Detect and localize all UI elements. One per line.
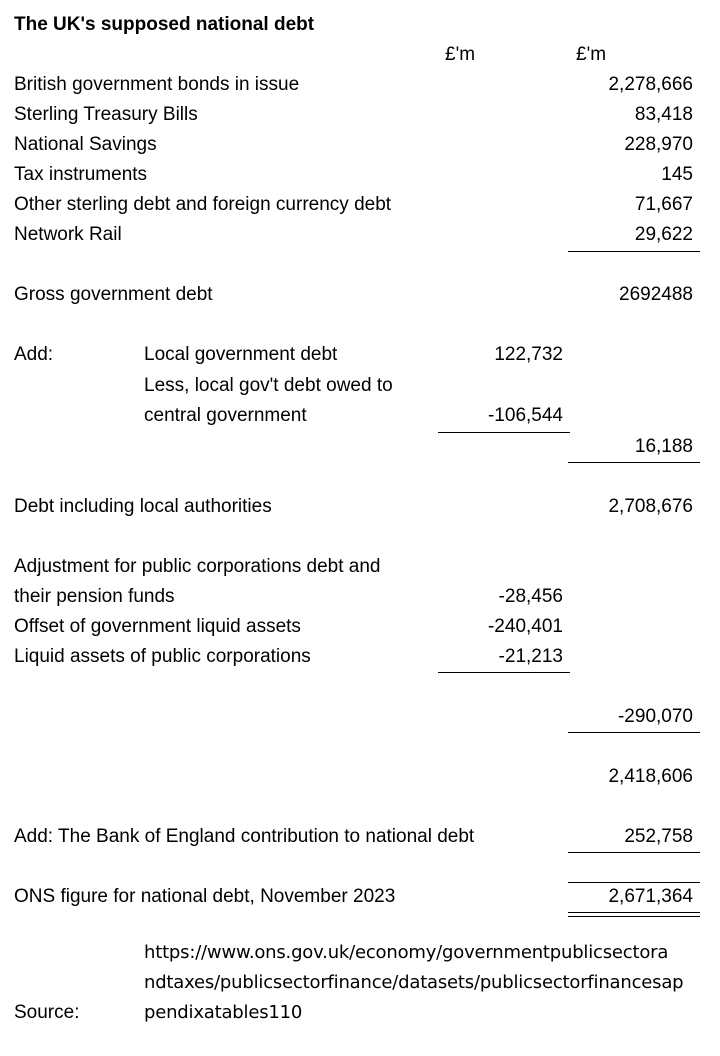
gross-debt-label: Gross government debt bbox=[14, 284, 213, 305]
row-label-national-savings: National Savings bbox=[14, 134, 157, 155]
row-value-treasury-bills: 83,418 bbox=[634, 104, 693, 125]
row-value-network-rail: 29,622 bbox=[634, 224, 693, 245]
row-label-treasury-bills: Sterling Treasury Bills bbox=[14, 104, 198, 125]
source-url-line-3[interactable]: pendixatables110 bbox=[144, 1002, 303, 1023]
boe-value: 252,758 bbox=[624, 826, 693, 847]
less-local-label-1: Less, local gov't debt owed to bbox=[144, 375, 393, 396]
source-url-line-2[interactable]: ndtaxes/publicsectorfinance/datasets/publicsectorfinancesap bbox=[144, 972, 684, 993]
less-local-label-2: central government bbox=[144, 405, 307, 426]
adjustments-rule bbox=[438, 672, 570, 673]
boe-rule bbox=[568, 852, 700, 853]
local-debt-value: 122,732 bbox=[494, 344, 563, 365]
offset-liquid-label: Offset of government liquid assets bbox=[14, 616, 301, 637]
row-label-tax-instruments: Tax instruments bbox=[14, 164, 148, 185]
row-value-national-savings: 228,970 bbox=[624, 134, 693, 155]
boe-label: Add: The Bank of England contribution to national debt bbox=[14, 826, 475, 847]
subtotal-rule bbox=[568, 251, 700, 252]
row-value-tax-instruments: 145 bbox=[661, 164, 693, 185]
pc-adjustment-label-1: Adjustment for public corporations debt and bbox=[14, 556, 381, 577]
pc-adjustment-value: -28,456 bbox=[498, 586, 563, 607]
row-label-bonds: British government bonds in issue bbox=[14, 74, 300, 95]
local-net-value: 16,188 bbox=[634, 436, 693, 457]
row-value-bonds: 2,278,666 bbox=[608, 74, 693, 95]
row-label-network-rail: Network Rail bbox=[14, 224, 122, 245]
adjustments-total-rule bbox=[568, 732, 700, 733]
column-header-1: £'m bbox=[445, 44, 476, 65]
source-url-line-1[interactable]: https://www.ons.gov.uk/economy/governmentpublicsectora bbox=[144, 942, 669, 963]
source-label: Source: bbox=[14, 1002, 80, 1023]
adjustments-total-value: -290,070 bbox=[617, 706, 693, 727]
column-header-2: £'m bbox=[576, 44, 607, 65]
row-value-other-debt: 71,667 bbox=[634, 194, 693, 215]
add-label: Add: bbox=[14, 344, 54, 365]
less-local-value: -106,544 bbox=[487, 405, 563, 426]
ons-label: ONS figure for national debt, November 2023 bbox=[14, 886, 396, 907]
pc-liquid-value: -21,213 bbox=[498, 646, 563, 667]
gross-debt-value: 2692488 bbox=[619, 284, 693, 305]
ons-value: 2,671,364 bbox=[608, 886, 693, 907]
local-subtotal-rule bbox=[438, 432, 570, 433]
subtotal-value: 2,418,606 bbox=[608, 766, 693, 787]
pc-liquid-label: Liquid assets of public corporations bbox=[14, 646, 311, 667]
offset-liquid-value: -240,401 bbox=[487, 616, 563, 637]
ons-double-rule-1 bbox=[568, 912, 700, 913]
local-debt-label: Local government debt bbox=[144, 344, 338, 365]
ons-double-rule-2 bbox=[568, 916, 700, 917]
incl-local-value: 2,708,676 bbox=[608, 496, 693, 517]
local-net-rule bbox=[568, 462, 700, 463]
incl-local-label: Debt including local authorities bbox=[14, 496, 272, 517]
row-label-other-debt: Other sterling debt and foreign currency debt bbox=[14, 194, 392, 215]
pc-adjustment-label-2: their pension funds bbox=[14, 586, 175, 607]
page-title: The UK's supposed national debt bbox=[14, 14, 315, 35]
